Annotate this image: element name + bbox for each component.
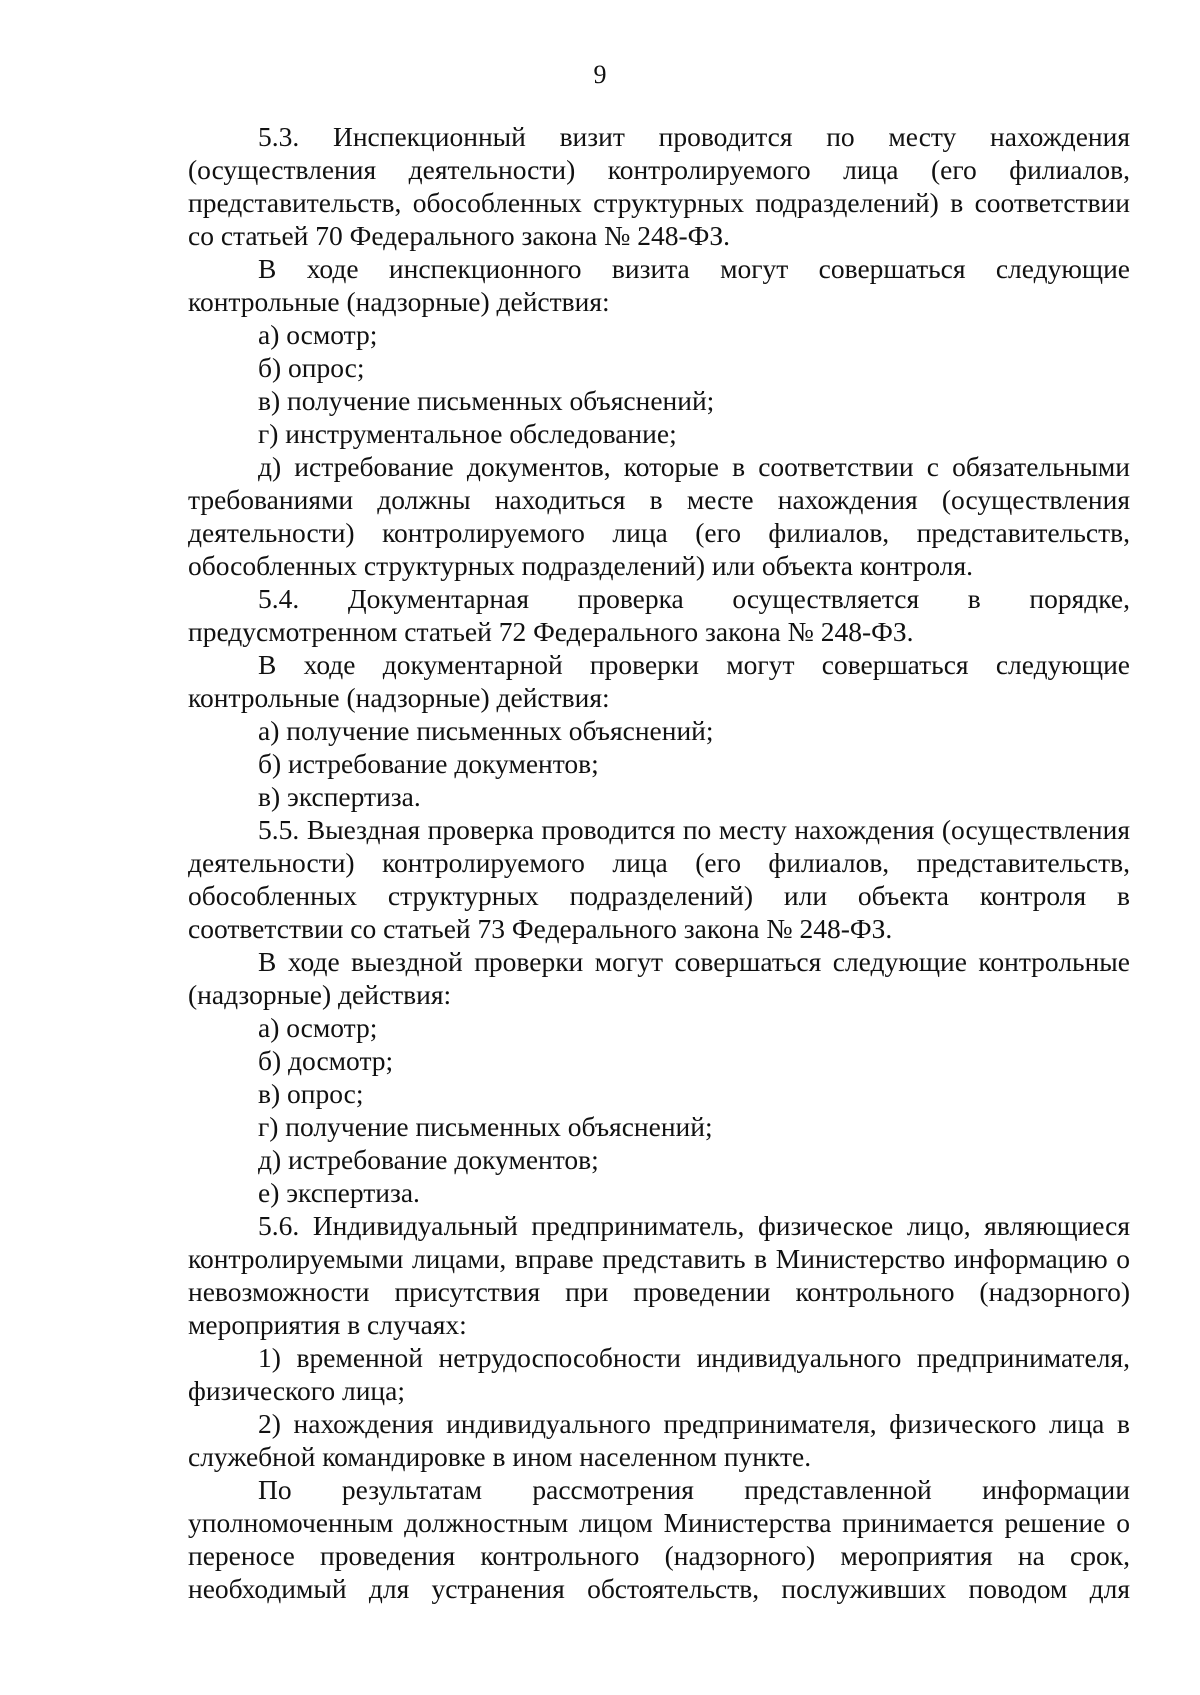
list-item: г) инструментальное обследование;: [258, 418, 677, 449]
page-number: 9: [593, 60, 607, 89]
paragraph: 5.5. Выездная проверка проводится по месту нахождения (осуществления деятельности) контролируемого лица (его филиалов, представительств, обособленных структурных подразделений) или объекта контроля в соответствии со статьей 73 Федерального закона № 248-ФЗ.: [188, 814, 1130, 944]
list-item: а) осмотр;: [258, 319, 378, 350]
list-item: в) получение письменных объяснений;: [258, 385, 715, 416]
paragraph: В ходе инспекционного визита могут совершаться следующие контрольные (надзорные) действия:: [188, 253, 1130, 317]
list-item: а) осмотр;: [258, 1012, 378, 1043]
paragraph: В ходе документарной проверки могут совершаться следующие контрольные (надзорные) действия:: [188, 649, 1130, 713]
paragraph: 5.6. Индивидуальный предприниматель, физическое лицо, являющиеся контролируемыми лицами, вправе представить в Министерство информацию о невозможности присутствия при проведении контрольного (надзорного) мероприятия в случаях:: [188, 1210, 1130, 1340]
list-item: в) опрос;: [258, 1078, 364, 1109]
list-item: б) истребование документов;: [258, 748, 599, 779]
list-item: д) истребование документов;: [258, 1144, 599, 1175]
list-item: б) досмотр;: [258, 1045, 394, 1076]
paragraph: По результатам рассмотрения представленной информации уполномоченным должностным лицом Министерства принимается решение о переносе проведения контрольного (надзорного) мероприятия на срок, необходимый для устранения обстоятельств, послуживших поводом для: [188, 1474, 1130, 1604]
paragraph: 1) временной нетрудоспособности индивидуального предпринимателя, физического лица;: [188, 1342, 1130, 1406]
list-item: г) получение письменных объяснений;: [258, 1111, 713, 1142]
paragraph: д) истребование документов, которые в соответствии с обязательными требованиями должны находиться в месте нахождения (осуществления деятельности) контролируемого лица (его филиалов, представительств, обособленных структурных подразделений) или объекта контроля.: [188, 451, 1130, 581]
paragraph: 5.4. Документарная проверка осуществляется в порядке, предусмотренном статьей 72 Федерального закона № 248-ФЗ.: [188, 583, 1130, 647]
list-item: а) получение письменных объяснений;: [258, 715, 714, 746]
document-body: [188, 120, 1130, 1605]
list-item: в) экспертиза.: [258, 781, 421, 812]
list-item: б) опрос;: [258, 352, 365, 383]
paragraph: В ходе выездной проверки могут совершаться следующие контрольные (надзорные) действия:: [188, 946, 1130, 1010]
list-item: е) экспертиза.: [258, 1177, 420, 1208]
paragraph: 2) нахождения индивидуального предпринимателя, физического лица в служебной командировке в ином населенном пункте.: [188, 1408, 1130, 1472]
paragraph: 5.3. Инспекционный визит проводится по месту нахождения (осуществления деятельности) контролируемого лица (его филиалов, представительств, обособленных структурных подразделений) в соответствии со статьей 70 Федерального закона № 248-ФЗ.: [188, 121, 1130, 251]
